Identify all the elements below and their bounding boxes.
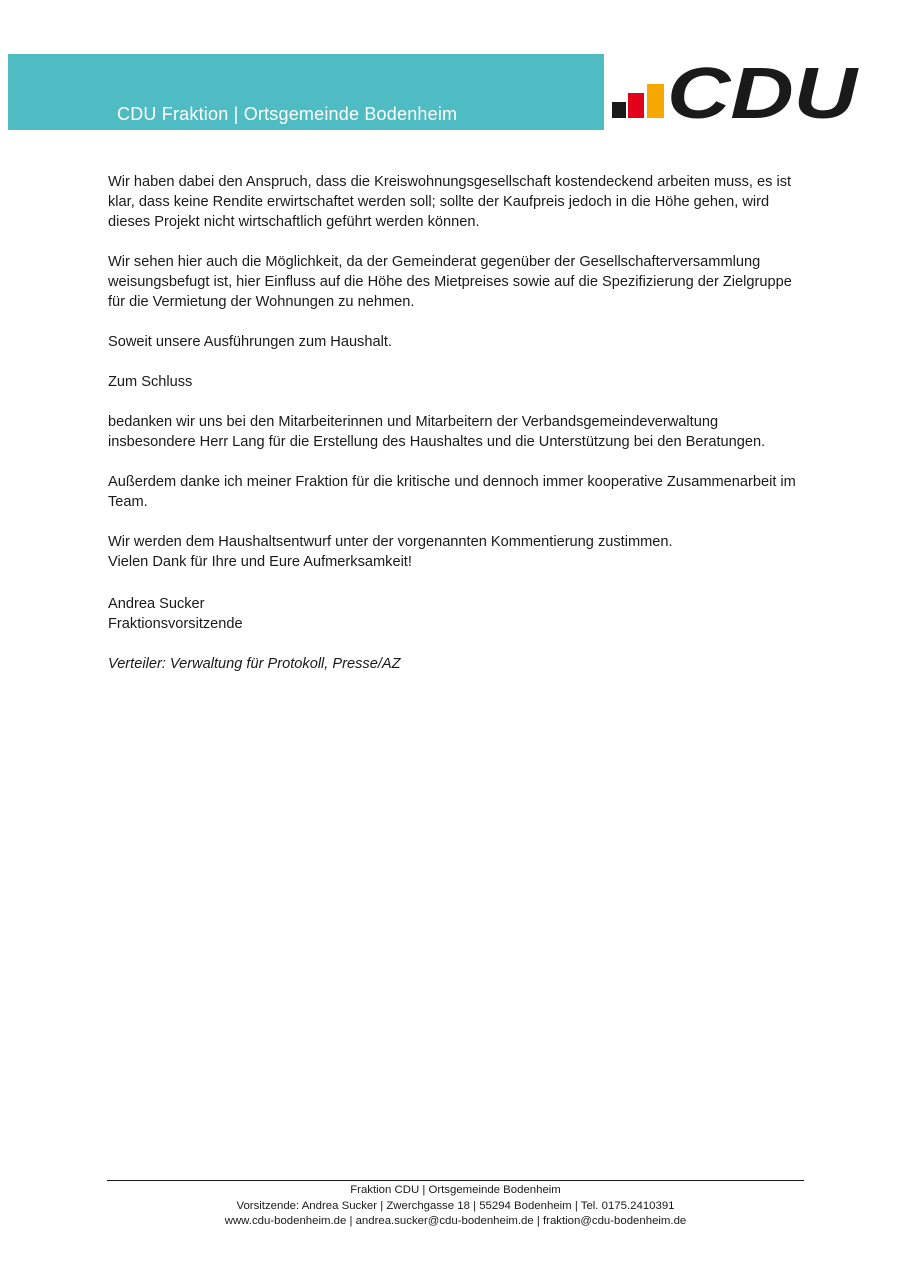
footer-organization: Fraktion CDU | Ortsgemeinde Bodenheim [350, 1184, 561, 1196]
logo-text: CDU [667, 62, 860, 122]
paragraph-thank-you: Vielen Dank für Ihre und Eure Aufmerksamkeit! [108, 554, 412, 570]
signature-name: Andrea Sucker [108, 596, 205, 612]
paragraph-thanks-administration: bedanken wir uns bei den Mitarbeiterinnen und Mitarbeitern der Verbandsgemeindeverwaltung insbesondere Herr Lang für die Erstellung des Haushaltes und die Unterstützung bei den Beratungen. [108, 414, 766, 450]
paragraph-approval: Wir werden dem Haushaltsentwurf unter der vorgenannten Kommentierung zustimmen. [108, 534, 673, 550]
paragraph-budget-summary: Soweit unsere Ausführungen zum Haushalt. [108, 334, 392, 350]
paragraph-closing-heading: Zum Schluss [108, 374, 193, 390]
footer-contact: Vorsitzende: Andrea Sucker | Zwerchgasse 18 | 55294 Bodenheim | Tel. 0175.2410391 [236, 1199, 675, 1212]
footer-web-email: www.cdu-bodenheim.de | andrea.sucker@cdu-bodenheim.de | fraktion@cdu-bodenheim.de [224, 1215, 687, 1227]
signature-role: Fraktionsvorsitzende [108, 616, 243, 632]
distribution-note: Verteiler: Verwaltung für Protokoll, Presse/AZ [108, 656, 401, 672]
paragraph-council-influence: Wir sehen hier auch die Möglichkeit, da der Gemeinderat gegenüber der Gesellschafterversammlung weisungsbefugt ist, hier Einfluss auf die Höhe des Mietpreises sowie auf die Spezifizierung der Zielgruppe für die Vermietung der Wohnungen zu nehmen. [108, 254, 792, 310]
paragraph-thanks-faction: Außerdem danke ich meiner Fraktion für die kritische und dennoch immer kooperative Zusammenarbeit im Team. [108, 474, 796, 510]
cdu-logo [612, 62, 860, 122]
header-title: CDU Fraktion | Ortsgemeinde Bodenheim [117, 104, 458, 124]
logo-bar-black [612, 102, 626, 118]
footer [107, 1183, 804, 1230]
footer-divider [107, 1180, 804, 1181]
letter-body [108, 172, 808, 694]
paragraph-rental-cost: Wir haben dabei den Anspruch, dass die Kreiswohnungsgesellschaft kostendeckend arbeiten muss, es ist klar, dass keine Rendite erwirtschaftet werden soll; sollte der Kaufpreis jedoch in die Höhe gehen, wird dieses Projekt nicht wirtschaftlich geführt werden können. [108, 174, 792, 230]
logo-bar-red [628, 93, 644, 118]
logo-bar-yellow [647, 84, 664, 118]
